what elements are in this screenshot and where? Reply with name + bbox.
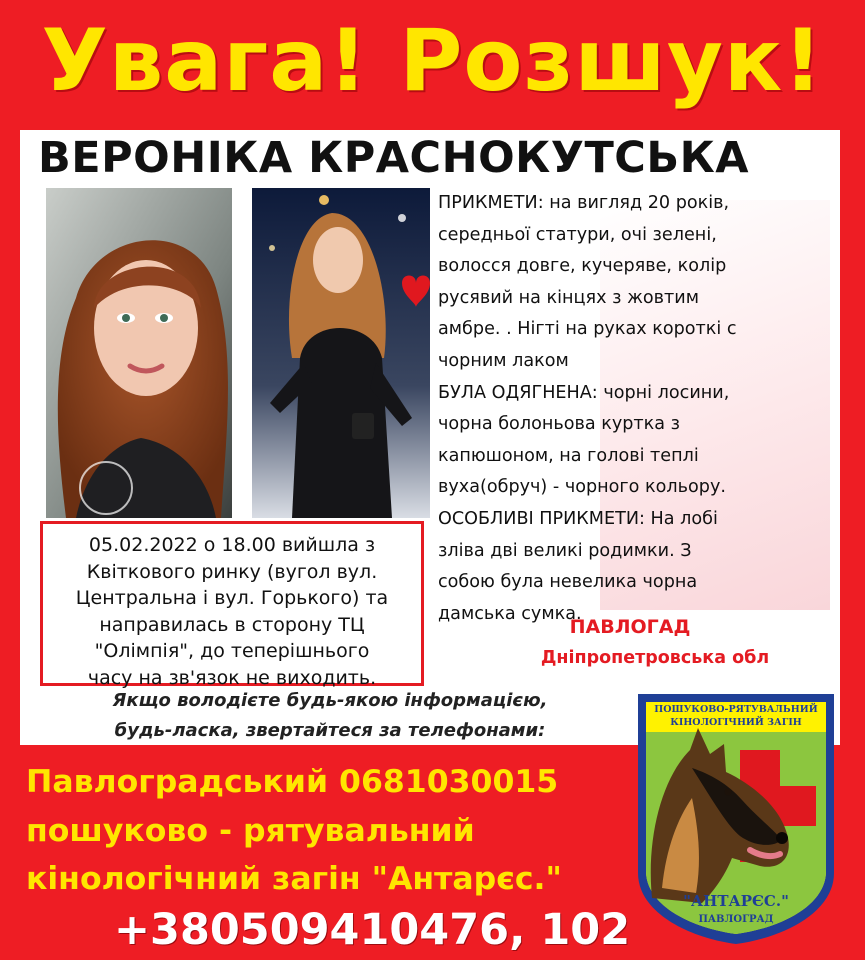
person-winter-icon <box>252 188 430 518</box>
appeal-line: Якщо володієте будь-якою інформацією, <box>112 690 548 711</box>
description-line: ОСОБЛИВІ ПРИКМЕТИ: На лобі <box>438 508 718 529</box>
poster-headline: Увага! Розшук! <box>41 11 824 111</box>
description-line: БУЛА ОДЯГНЕНА: чорні лосини, <box>438 382 730 403</box>
description-line: амбре. . Нігті на руках короткі с <box>438 319 737 340</box>
description-line: вуха(обруч) - чорного кольору. <box>438 477 726 498</box>
missing-person-name: ВЕРОНІКА КРАСНОКУТСЬКА <box>38 133 750 183</box>
contact-line: Павлоградський 0681030015 <box>26 764 559 800</box>
contact-line: кінологічний загін "Антарєс." <box>26 861 562 897</box>
description-block <box>438 188 838 630</box>
description-line: капюшоном, на голові теплі <box>438 445 699 466</box>
description-line: собою була невелика чорна <box>438 572 698 593</box>
contact-line: пошуково - рятувальний <box>26 812 475 849</box>
description-line: дамська сумка. <box>438 603 582 624</box>
appeal-line: будь-ласка, звертайтеся за телефонами: <box>114 720 546 741</box>
emblem-subtitle: КІНОЛОГІЧНИЙ ЗАГІН <box>670 717 802 728</box>
contacts-block <box>26 758 626 904</box>
description-line: ПРИКМЕТИ: на вигляд 20 років, <box>438 193 730 213</box>
notice-line: Центральна і вул. Горького) та <box>75 587 389 610</box>
description-line: чорна болоньова куртка з <box>438 414 681 435</box>
emblem-team-name: "АНТАРЄС." <box>683 892 789 910</box>
notice-line: направилась в сторону ТЦ <box>99 613 365 636</box>
emblem-city: ПАВЛОГРАД <box>698 914 774 925</box>
phone-number: +380509410476, 102 <box>114 905 631 955</box>
notice-line: "Олімпія", до теперішнього <box>94 640 370 663</box>
description-line: волосся довге, кучеряве, колір <box>438 256 727 277</box>
notice-line: Квіткового ринку (вугол вул. <box>86 560 378 583</box>
portrait-photo <box>46 188 232 518</box>
notice-line: часу на зв'язок не виходить. <box>87 666 377 689</box>
rescue-team-emblem <box>632 688 840 946</box>
description-line: середньої статури, очі зелені, <box>438 224 717 245</box>
emblem-top-text: ПОШУКОВО-РЯТУВАЛЬНИЙ <box>654 704 818 715</box>
notice-line: 05.02.2022 о 18.00 вийшла з <box>88 534 376 556</box>
description-line: русявий на кінцях з жовтим <box>438 287 700 308</box>
appeal-text <box>50 686 610 746</box>
description-line: чорним лаком <box>438 350 569 371</box>
full-body-photo <box>252 188 430 518</box>
location-city: ПАВЛОГАД <box>569 616 691 638</box>
description-line: зліва дві великі родимки. З <box>438 540 692 561</box>
location-region: Дніпропетровська обл <box>540 648 770 668</box>
last-seen-notice <box>40 521 424 689</box>
portrait-icon <box>46 188 232 518</box>
